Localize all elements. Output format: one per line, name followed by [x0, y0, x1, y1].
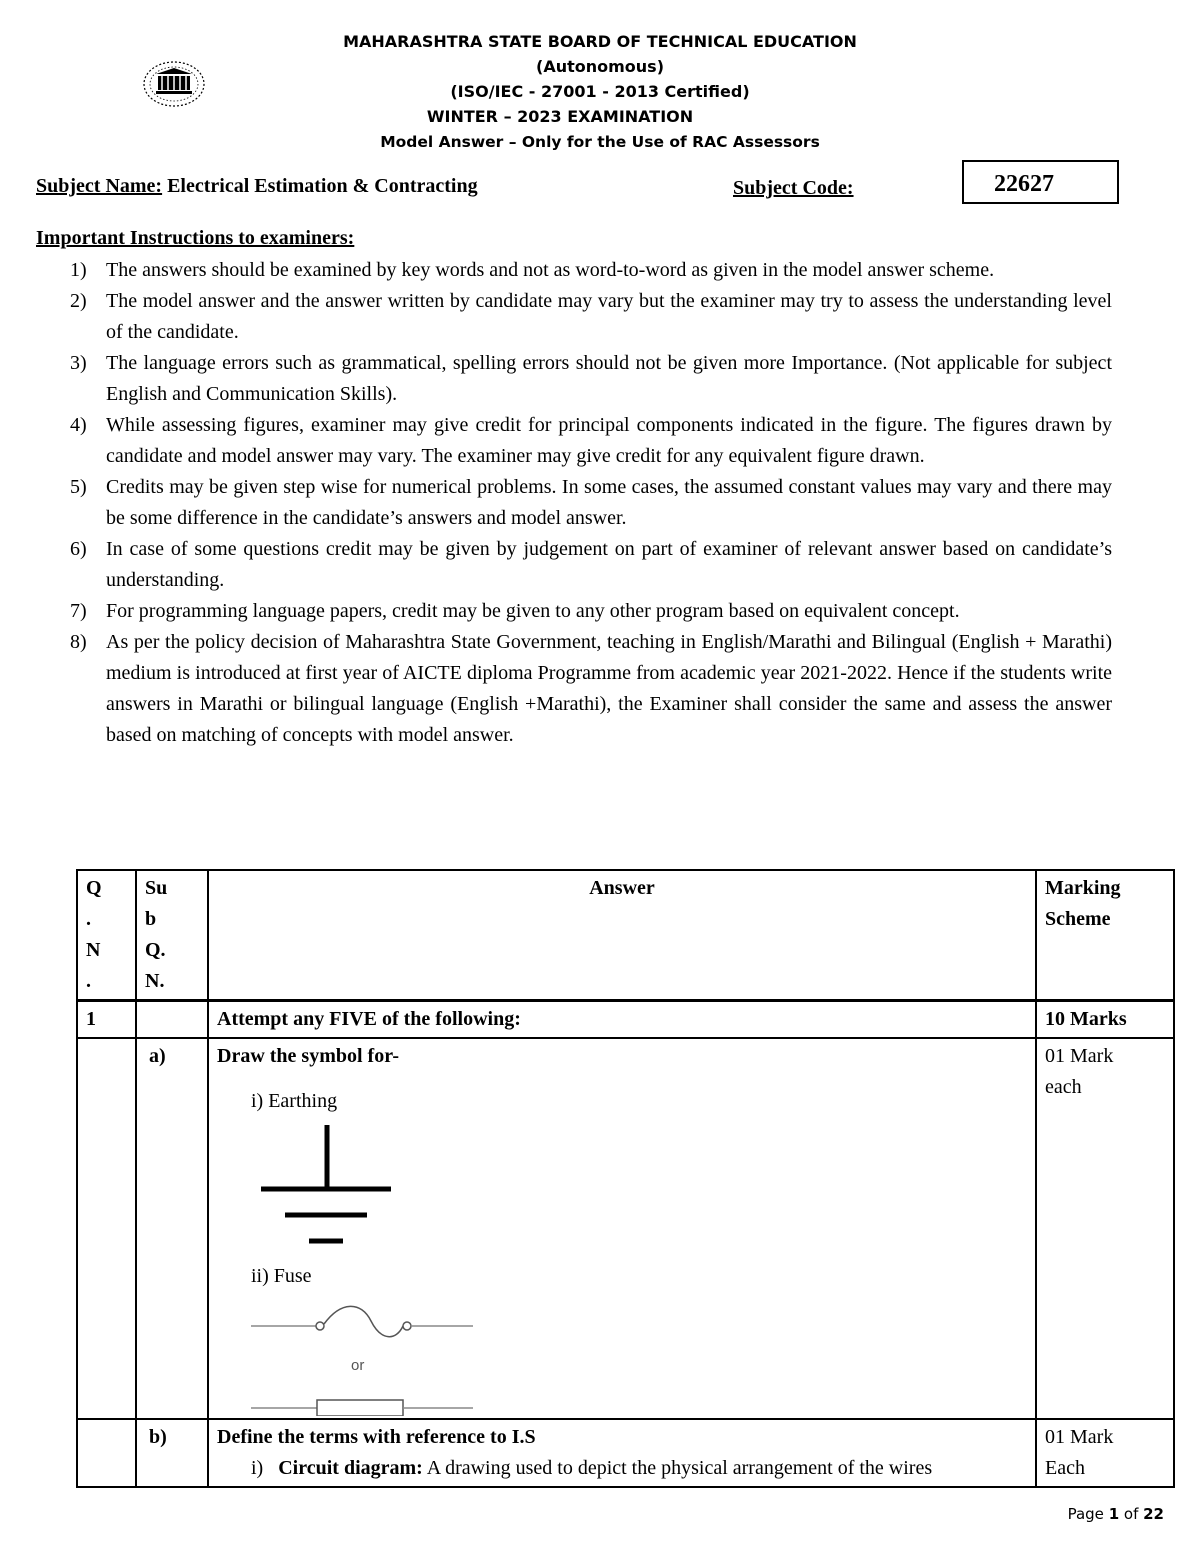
instruction-number: 1) [70, 259, 87, 281]
footer-of: of [1119, 1505, 1144, 1523]
header-qn-line: . [86, 970, 91, 992]
table-header-row [77, 870, 1174, 1001]
header-marking [1036, 870, 1174, 1001]
table-row [77, 1419, 1174, 1487]
q1b-answer [208, 1419, 1036, 1487]
instruction-item [70, 286, 1112, 348]
footer-prefix: Page [1067, 1505, 1109, 1523]
header-qn-line: Q [86, 877, 102, 899]
answer-table [76, 869, 1175, 1488]
instruction-item [70, 255, 1112, 286]
board-name: MAHARASHTRA STATE BOARD OF TECHNICAL EDUCATION [343, 32, 857, 51]
q1a-qn-empty [77, 1038, 136, 1419]
q1a-item-earthing: i) Earthing [251, 1090, 338, 1112]
q1a-title: Draw the symbol for- [217, 1045, 400, 1067]
certification-label: (ISO/IEC - 27001 - 2013 Certified) [450, 82, 750, 101]
q1b-marks [1036, 1419, 1174, 1487]
instruction-text: The language errors such as grammatical, spelling errors should not be given more Importance. (Not applicable for subject English and Communication Skills). [106, 352, 1112, 405]
subject-name-row [36, 175, 478, 198]
instruction-item [70, 596, 1112, 627]
instruction-item [70, 627, 1112, 751]
instruction-item [70, 348, 1112, 410]
instruction-item [70, 534, 1112, 596]
instruction-number: 8) [70, 631, 87, 653]
q1b-item-num: i) [251, 1457, 264, 1479]
q1a-marks-line: 01 Mark [1045, 1045, 1114, 1067]
header-answer: Answer [208, 870, 1036, 1001]
q1a-item-fuse: ii) Fuse [251, 1265, 312, 1287]
instruction-number: 4) [70, 414, 87, 436]
fuse-or-label: or [351, 1357, 365, 1374]
earthing-symbol-icon [257, 1123, 417, 1253]
instruction-number: 3) [70, 352, 87, 374]
footer-total-pages: 22 [1143, 1505, 1164, 1523]
subject-code-label: Subject Code: [733, 177, 854, 199]
subject-code-box: 22627 [962, 160, 1119, 204]
q1b-marks-line: 01 Mark [1045, 1426, 1114, 1448]
model-answer-note: Model Answer – Only for the Use of RAC Assessors [380, 133, 820, 151]
instruction-text: The answers should be examined by key words and not as word-to-word as given in the model answer scheme. [106, 259, 995, 281]
instructions-title: Important Instructions to examiners: [36, 227, 355, 249]
header-subqn-line: N. [145, 970, 165, 992]
header-marking-line: Marking [1045, 877, 1121, 899]
exam-title: WINTER – 2023 EXAMINATION [426, 107, 694, 126]
instruction-text: Credits may be given step wise for numerical problems. In some cases, the assumed constant values may vary and there may be some difference in the candidate’s answers and model answer. [106, 476, 1112, 529]
instruction-number: 7) [70, 600, 87, 622]
q1b-item [217, 1453, 1027, 1484]
q1a-marks-line: each [1045, 1076, 1082, 1098]
instruction-number: 5) [70, 476, 87, 498]
autonomous-label: (Autonomous) [536, 57, 664, 76]
fuse-symbol-icon [251, 1296, 491, 1416]
instruction-item [70, 410, 1112, 472]
q1b-item-term: Circuit diagram: [278, 1457, 423, 1479]
q1-sub-empty [136, 1001, 208, 1039]
q1b-sub: b) [136, 1419, 208, 1487]
instruction-text: As per the policy decision of Maharashtra State Government, teaching in English/Marathi and Bilingual (English + Marathi) medium is introduced at first year of AICTE diploma Programme from academic year 2021-2022. Hence if the students write answers in Marathi or bilingual language (English +Marathi), the Examiner shall consider the same and assess the answer based on matching of concepts with model answer. [106, 631, 1112, 746]
header-marking-line: Scheme [1045, 908, 1111, 930]
q1-number: 1 [77, 1001, 136, 1039]
q1a-answer [208, 1038, 1036, 1419]
q1b-marks-line: Each [1045, 1457, 1085, 1479]
instructions-list [70, 255, 1112, 751]
q1-marks: 10 Marks [1036, 1001, 1174, 1039]
header-subqn-line: Su [145, 877, 168, 899]
q1a-marks [1036, 1038, 1174, 1419]
instruction-number: 6) [70, 538, 87, 560]
instruction-number: 2) [70, 290, 87, 312]
instruction-item [70, 472, 1112, 534]
q1b-title: Define the terms with reference to I.S [217, 1426, 536, 1448]
table-row [77, 1038, 1174, 1419]
page-footer [1068, 1505, 1164, 1523]
q1a-sub: a) [136, 1038, 208, 1419]
instruction-text: In case of some questions credit may be given by judgement on part of examiner of relevant answer based on candidate’s understanding. [106, 538, 1112, 591]
table-row [77, 1001, 1174, 1039]
header-subqn [136, 870, 208, 1001]
q1b-item-text: A drawing used to depict the physical arrangement of the wires [422, 1457, 933, 1479]
header-qn-line: N [86, 939, 101, 961]
instruction-text: For programming language papers, credit may be given to any other program based on equivalent concept. [106, 600, 960, 622]
header-subqn-line: Q. [145, 939, 166, 961]
instruction-text: The model answer and the answer written by candidate may vary but the examiner may try to assess the understanding level of the candidate. [106, 290, 1112, 343]
q1b-qn-empty [77, 1419, 136, 1487]
header-subqn-line: b [145, 908, 157, 930]
q1-title: Attempt any FIVE of the following: [208, 1001, 1036, 1039]
subject-name-label: Subject Name: [36, 175, 163, 197]
header-qn [77, 870, 136, 1001]
header-qn-line: . [86, 908, 91, 930]
instruction-text: While assessing figures, examiner may give credit for principal components indicated in the figure. The figures drawn by candidate and model answer may vary. The examiner may give credit for any equivalent figure drawn. [106, 414, 1112, 467]
footer-page-number: 1 [1108, 1505, 1120, 1523]
subject-name: Electrical Estimation & Contracting [162, 175, 478, 197]
